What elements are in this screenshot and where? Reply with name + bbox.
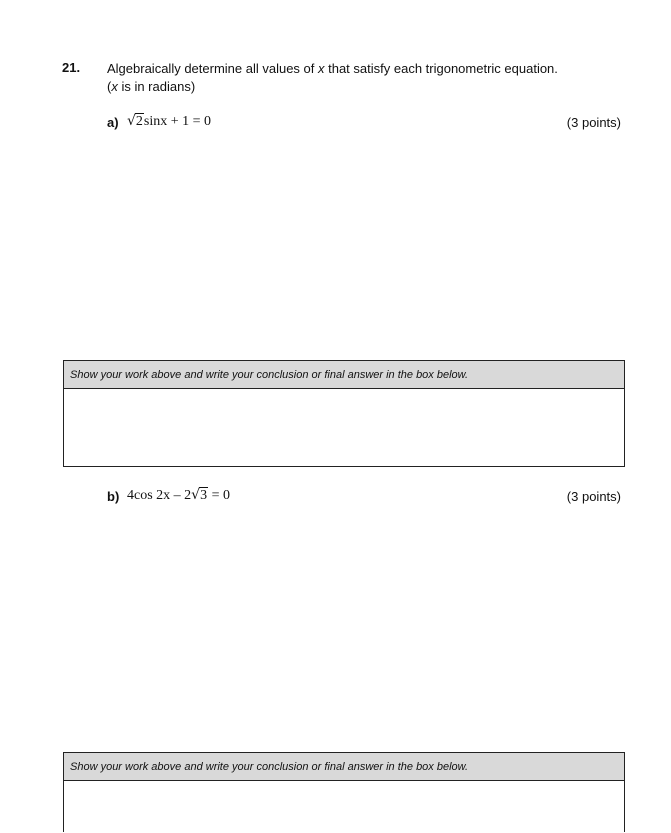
sqrt-radicand: 3 [200, 488, 208, 503]
part-b-equation-post: = 0 [208, 488, 230, 503]
note-text: is in radians) [117, 79, 196, 94]
sqrt-symbol: √2 [127, 113, 143, 129]
answer-box-a-input-area[interactable] [64, 389, 624, 466]
part-a-equation [127, 113, 211, 130]
question-prompt [107, 60, 607, 96]
part-a-equation-rest: sinx + 1 = 0 [143, 114, 212, 129]
answer-box-b-input-area[interactable] [64, 781, 624, 833]
question-number: 21. [62, 60, 81, 75]
prompt-text-post: that satisfy each trigonometric equation. [324, 61, 558, 76]
answer-box-a [63, 360, 625, 467]
answer-box-b-instruction: Show your work above and write your conclusion or final answer in the box below. [64, 753, 624, 781]
note-open-paren: ( [107, 79, 112, 94]
sqrt-radicand: 2 [135, 114, 143, 129]
note-variable: x [111, 79, 118, 94]
part-b-points: (3 points) [566, 489, 621, 504]
sqrt-symbol: √3 [191, 487, 208, 503]
part-b-label: b) [107, 489, 120, 504]
prompt-text-pre: Algebraically determine all values of [107, 61, 318, 76]
part-b-equation-pre: 4cos 2x – 2 [127, 488, 192, 503]
answer-box-b [63, 752, 625, 832]
part-a-points: (3 points) [566, 115, 621, 130]
answer-box-a-instruction: Show your work above and write your conclusion or final answer in the box below. [64, 361, 624, 389]
prompt-variable: x [318, 61, 325, 76]
part-a-label: a) [107, 115, 119, 130]
part-b-equation [127, 487, 230, 504]
